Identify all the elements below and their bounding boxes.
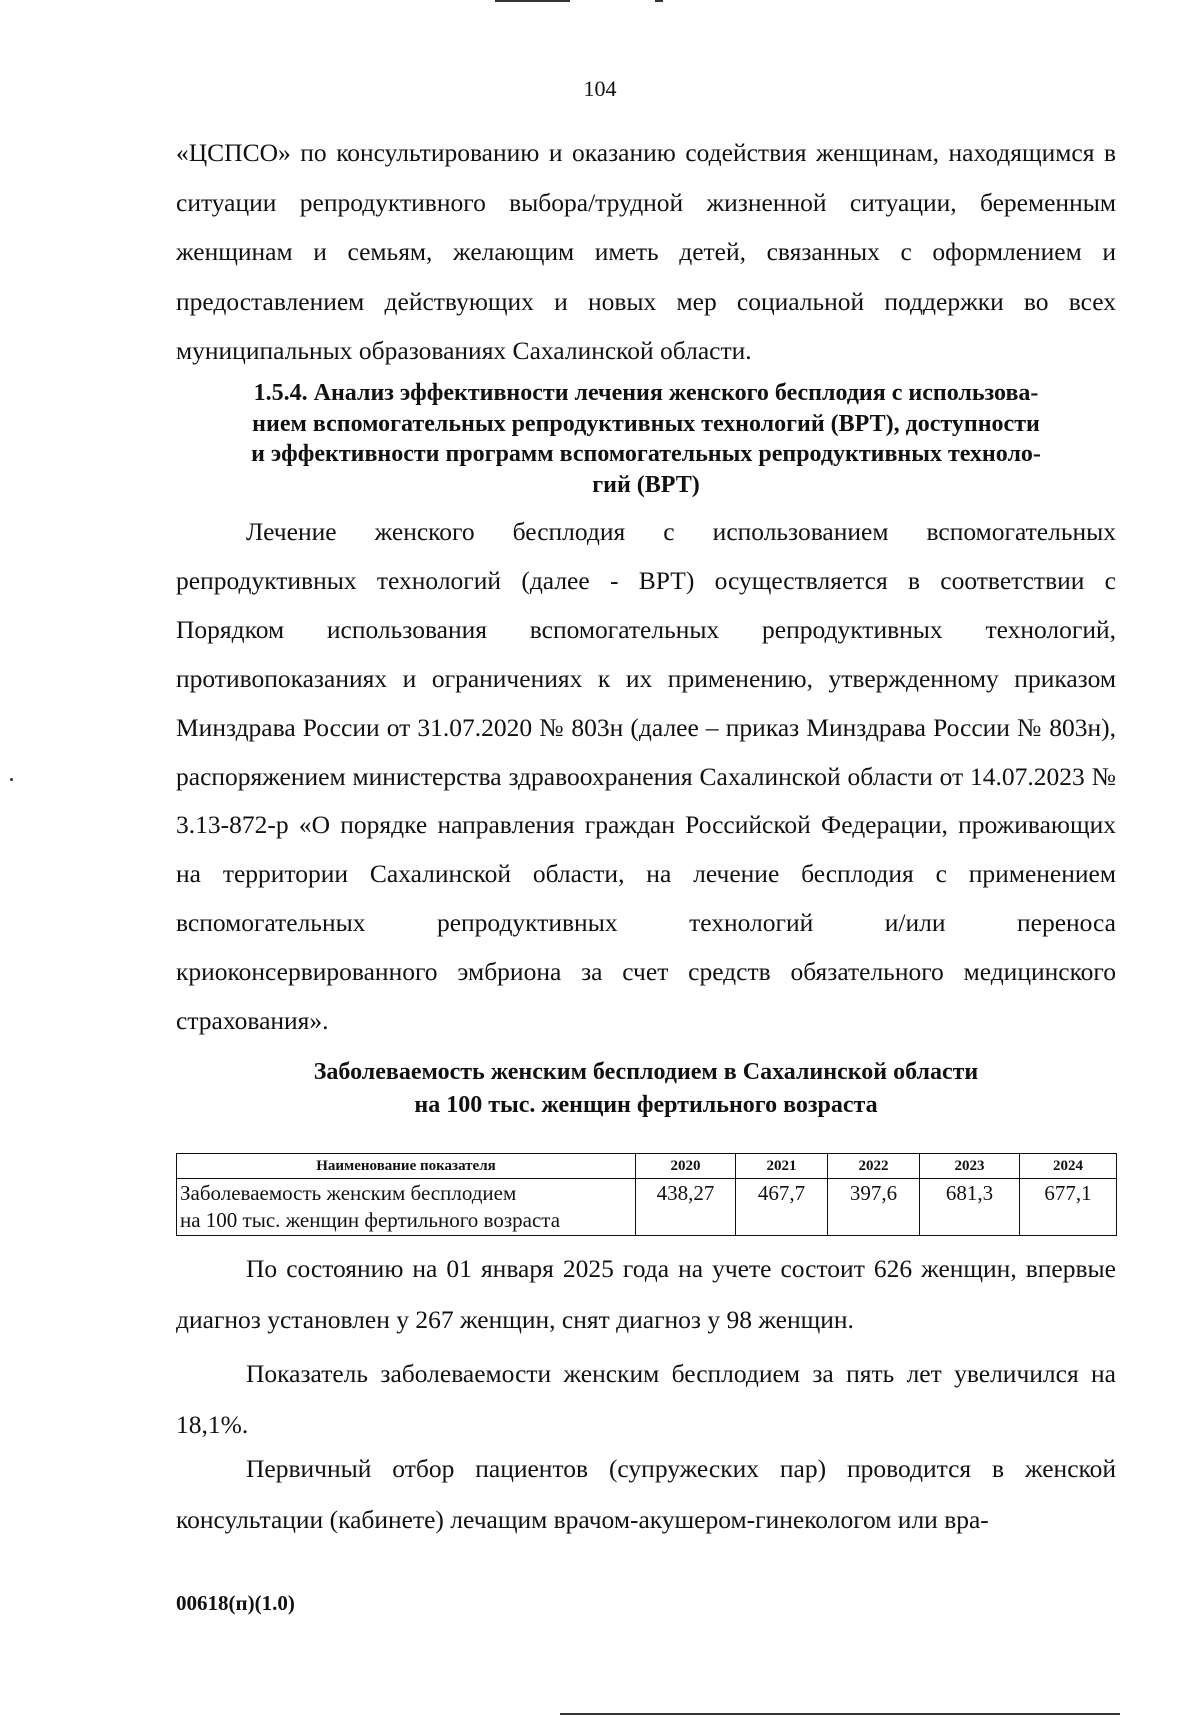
column-header: 2022	[828, 1154, 920, 1179]
scan-artifact	[10, 778, 13, 781]
section-heading-line: гий (ВРТ)	[592, 471, 700, 498]
table-cell: 677,1	[1020, 1179, 1117, 1236]
column-header: 2023	[920, 1154, 1020, 1179]
paragraph	[176, 508, 1116, 1046]
column-header: 2024	[1020, 1154, 1117, 1179]
scan-artifact	[560, 1713, 1120, 1715]
column-header: Наименование показателя	[177, 1154, 636, 1179]
table-cell: 467,7	[736, 1179, 828, 1236]
scan-artifact	[655, 0, 663, 2]
incidence-table	[176, 1153, 1117, 1236]
row-label	[177, 1179, 636, 1236]
table-title	[176, 1056, 1116, 1122]
paragraph-text: По состоянию на 01 января 2025 года на учете состоит 626 женщин, впервые диагноз установлен у 267 женщин, снят диагноз у 98 женщин.	[176, 1254, 1116, 1334]
section-heading-line: нием вспомогательных репродуктивных технологий (ВРТ), доступности	[252, 410, 1040, 437]
table-cell: 397,6	[828, 1179, 920, 1236]
paragraph	[176, 1443, 1116, 1545]
column-header: 2021	[736, 1154, 828, 1179]
section-heading	[176, 378, 1116, 500]
paragraph	[176, 1243, 1116, 1345]
scan-artifact	[495, 0, 570, 2]
paragraph	[176, 128, 1116, 376]
table-row	[177, 1179, 1117, 1236]
row-label-line: Заболеваемость женским бесплодием	[180, 1181, 517, 1205]
table-cell: 681,3	[920, 1179, 1020, 1236]
section-heading-line: 1.5.4. Анализ эффективности лечения женского бесплодия с использова-	[253, 380, 1039, 406]
paragraph-text: Лечение женского бесплодия с использованием вспомогательных репродуктивных технологий (далее - ВРТ) осуществляется в соответствии с Порядком использования вспомогательных репродуктивных технологий, противопоказаниях и ограничениях к их применению, утвержденному приказом Минздрава России от 31.07.2020 № 803н (далее – приказ Минздрава России № 803н), распоряжением министерства здравоохранения Сахалинской области от 14.07.2023 № 3.13-872-р «О порядке направления граждан Российской Федерации, проживающих на территории Сахалинской области, на лечение бесплодия с применением вспомогательных репродуктивных технологий и/или переноса криоконсервированного эмбриона за счет средств обязательного медицинского страхования».	[176, 517, 1116, 1036]
column-header: 2020	[636, 1154, 736, 1179]
table-title-line: Заболеваемость женским бесплодием в Сахалинской области	[313, 1059, 979, 1085]
paragraph-text: Показатель заболеваемости женским бесплодием за пять лет увеличился на 18,1%.	[176, 1359, 1116, 1439]
table-cell: 438,27	[636, 1179, 736, 1236]
paragraph	[176, 1348, 1116, 1450]
page-number: 104	[583, 76, 617, 101]
section-heading-line: и эффективности программ вспомогательных репродуктивных техноло-	[251, 441, 1041, 467]
document-code: 00618(п)(1.0)	[176, 1591, 295, 1615]
paragraph-text: Первичный отбор пациентов (супружеских пар) проводится в женской консультации (кабинете) лечащим врачом-акушером-гинекологом или вра-	[176, 1454, 1116, 1534]
row-label-line: на 100 тыс. женщин фертильного возраста	[180, 1208, 561, 1232]
table-header-row	[177, 1154, 1117, 1179]
paragraph-text: «ЦСПСО» по консультированию и оказанию содействия женщинам, находящимся в ситуации репродуктивного выбора/трудной жизненной ситуации, беременным женщинам и семьям, желающим иметь детей, связанных с оформлением и предоставлением действующих и новых мер социальной поддержки во всех муниципальных образованиях Сахалинской области.	[176, 138, 1116, 366]
table-title-line: на 100 тыс. женщин фертильного возраста	[414, 1092, 878, 1118]
